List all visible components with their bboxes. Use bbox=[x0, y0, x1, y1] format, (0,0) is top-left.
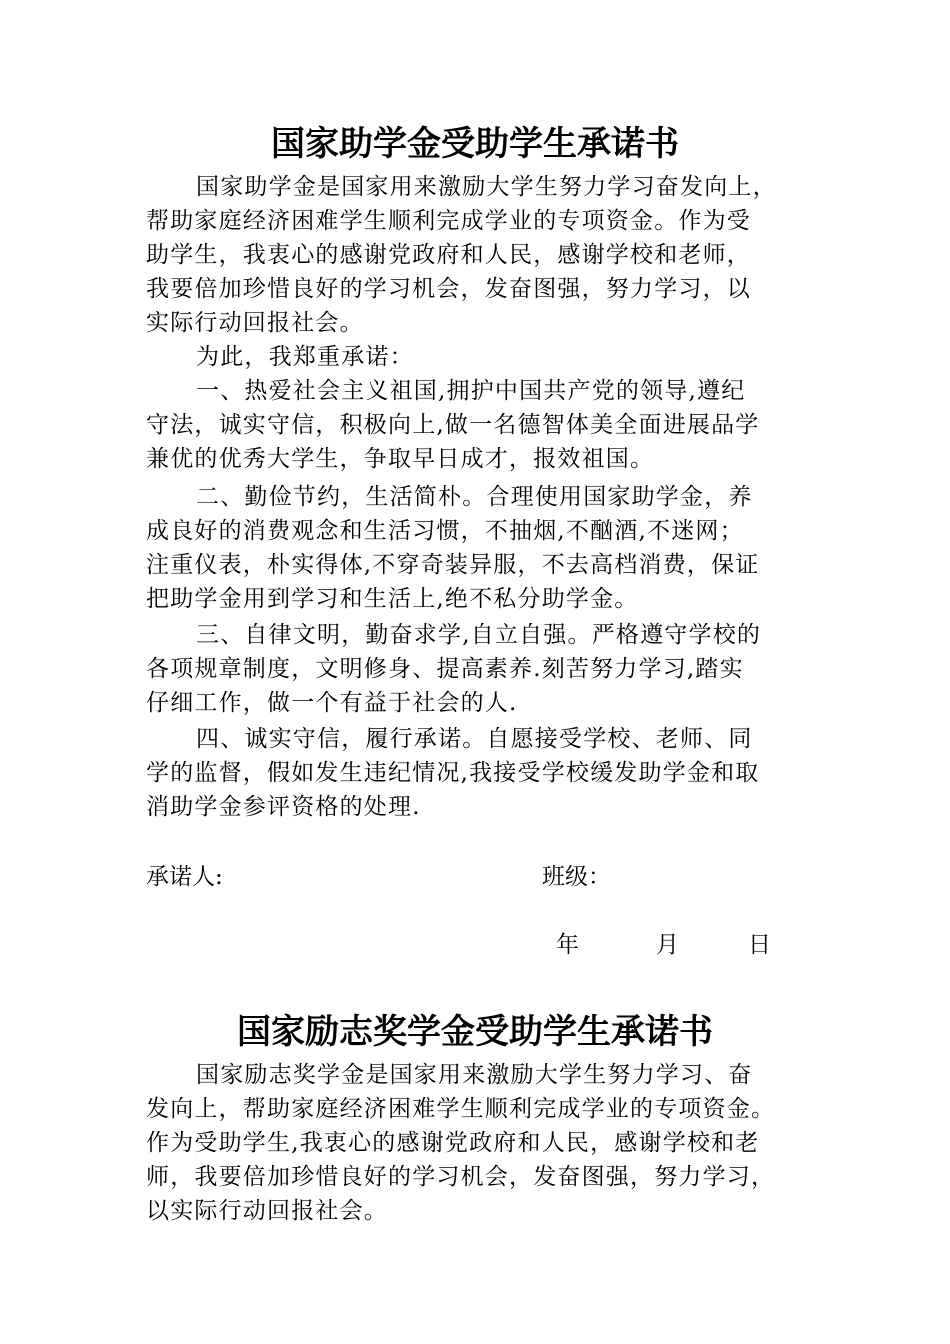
doc1-line: 把助学金用到学习和生活上,绝不私分助学金。 bbox=[146, 586, 639, 612]
date-day: 日 bbox=[748, 932, 771, 958]
doc1-line: 各项规章制度，文明修身、提高素养.刻苦努力学习,踏实 bbox=[146, 656, 744, 682]
doc1-line: 注重仪表，朴实得体,不穿奇装异服，不去高档消费，保证 bbox=[146, 552, 760, 578]
doc2-line: 师，我要倍加珍惜良好的学习机会，发奋图强，努力学习， bbox=[146, 1164, 776, 1190]
doc1-line: 帮助家庭经济困难学生顺利完成学业的专项资金。作为受 bbox=[146, 208, 751, 234]
doc1-line: 三、自律文明，勤奋求学,自立自强。严格遵守学校的 bbox=[196, 622, 762, 648]
doc1-line: 四、诚实守信，履行承诺。自愿接受学校、老师、同 bbox=[196, 726, 753, 752]
date-year: 年 bbox=[556, 932, 579, 958]
doc1-line: 助学生，我衷心的感谢党政府和人民，感谢学校和老师， bbox=[146, 242, 751, 268]
doc1-line: 成良好的消费观念和生活习惯，不抽烟,不酗酒,不迷网； bbox=[146, 518, 744, 544]
doc1-line: 实际行动回报社会。 bbox=[146, 310, 364, 336]
doc1-line: 兼优的优秀大学生，争取早日成才，报效祖国。 bbox=[146, 446, 655, 472]
doc2-line: 发向上，帮助家庭经济困难学生顺利完成学业的专项资金。 bbox=[146, 1096, 776, 1122]
signer-label: 承诺人: bbox=[146, 864, 223, 890]
class-label: 班级： bbox=[542, 864, 611, 890]
doc2-line: 以实际行动回报社会。 bbox=[146, 1198, 388, 1224]
doc1-line: 仔细工作，做一个有益于社会的人. bbox=[146, 690, 518, 716]
doc1-line: 国家助学金是国家用来激励大学生努力学习奋发向上， bbox=[196, 174, 777, 200]
doc1-line: 一、热爱社会主义祖国,拥护中国共产党的领导,遵纪 bbox=[196, 378, 746, 404]
doc1-line: 二、勤俭节约，生活简朴。合理使用国家助学金，养 bbox=[196, 484, 753, 510]
doc1-line: 我要倍加珍惜良好的学习机会，发奋图强，努力学习，以 bbox=[146, 276, 751, 302]
doc2-line: 国家励志奖学金是国家用来激励大学生努力学习、奋 bbox=[196, 1062, 753, 1088]
doc1-line: 消助学金参评资格的处理. bbox=[146, 794, 421, 820]
doc1-line: 学的监督，假如发生违纪情况,我接受学校缓发助学金和取 bbox=[146, 760, 760, 786]
doc2-title: 国家励志奖学金受助学生承诺书 bbox=[237, 1012, 713, 1052]
doc1-title: 国家助学金受助学生承诺书 bbox=[271, 124, 679, 164]
doc2-line: 作为受助学生,我衷心的感谢党政府和人民，感谢学校和老 bbox=[146, 1130, 760, 1156]
doc1-line: 为此，我郑重承诺： bbox=[196, 344, 414, 370]
doc1-line: 守法，诚实守信，积极向上,做一名德智体美全面进展品学 bbox=[146, 412, 760, 438]
date-month: 月 bbox=[656, 932, 679, 958]
